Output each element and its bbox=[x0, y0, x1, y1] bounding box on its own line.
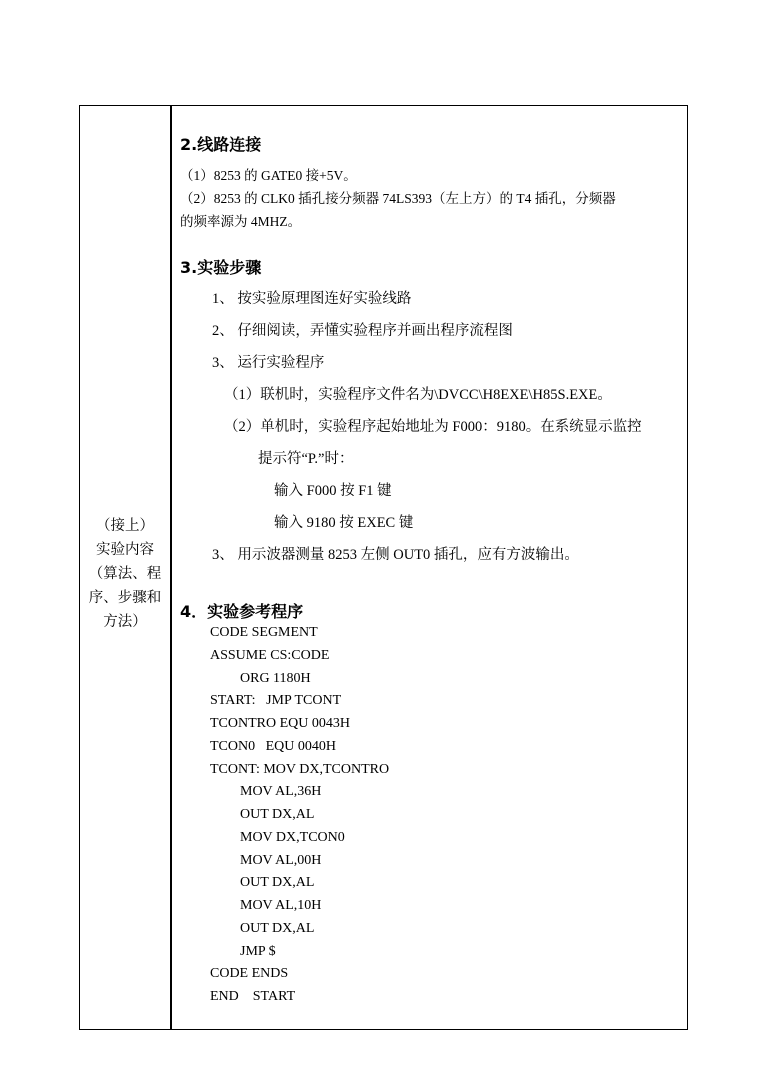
step-sub-item: （1）联机时，实验程序文件名为\DVCC\H8EXE\H85S.EXE。 bbox=[224, 387, 612, 403]
code-line: TCONT: MOV DX,TCONTRO bbox=[210, 761, 390, 777]
step-item: 3、 用示波器测量 8253 左侧 OUT0 插孔，应有方波输出。 bbox=[212, 547, 579, 563]
section-3-heading: 3.实验步骤 bbox=[180, 258, 262, 277]
code-line: ASSUME CS:CODE bbox=[210, 647, 330, 663]
content-cell bbox=[172, 106, 687, 1029]
code-line: TCON0 EQU 0040H bbox=[210, 738, 336, 754]
code-line: ORG 1180H bbox=[240, 670, 311, 686]
left-label-line: 实验内容 bbox=[96, 542, 154, 558]
section-2-line: （2）8253 的 CLK0 插孔接分频器 74LS393（左上方）的 T4 插孔，分频器 bbox=[180, 191, 616, 206]
step-sub-item-cont: 提示符“P.”时： bbox=[258, 451, 354, 467]
code-line: MOV AL,36H bbox=[240, 784, 322, 800]
section-2-line: 的频率源为 4MHZ。 bbox=[180, 214, 302, 229]
code-line: START: JMP TCONT bbox=[210, 693, 342, 709]
code-line: OUT DX,AL bbox=[240, 920, 315, 936]
input-instruction: 输入 9180 按 EXEC 键 bbox=[274, 515, 414, 531]
left-label-line: （算法、程 bbox=[88, 566, 162, 582]
step-sub-item: （2）单机时，实验程序起始地址为 F000：9180。在系统显示监控 bbox=[224, 419, 642, 435]
code-line: OUT DX,AL bbox=[240, 807, 315, 822]
left-label-line: （接上） bbox=[96, 518, 154, 534]
left-label-line: 方法） bbox=[103, 614, 147, 630]
code-line: MOV AL,00H bbox=[240, 852, 322, 868]
code-line: MOV DX,TCON0 bbox=[240, 829, 345, 845]
left-label-line: 序、步骤和 bbox=[88, 590, 162, 606]
experiment-table bbox=[79, 105, 688, 1030]
code-line: JMP $ bbox=[240, 943, 276, 959]
section-4-heading: 4．实验参考程序 bbox=[180, 602, 304, 621]
code-line: END START bbox=[210, 989, 296, 1004]
left-label bbox=[82, 514, 168, 634]
section-2-line: （1）8253 的 GATE0 接+5V。 bbox=[180, 168, 357, 183]
step-item: 3、 运行实验程序 bbox=[212, 355, 325, 371]
step-item: 1、 按实验原理图连好实验线路 bbox=[212, 291, 412, 307]
code-line: CODE ENDS bbox=[210, 966, 289, 982]
code-line: CODE SEGMENT bbox=[210, 625, 318, 640]
code-line: MOV AL,10H bbox=[240, 898, 322, 913]
code-line: TCONTRO EQU 0043H bbox=[210, 716, 350, 731]
left-label-cell bbox=[80, 106, 170, 1029]
section-2-heading: 2.线路连接 bbox=[180, 135, 262, 154]
step-item: 2、 仔细阅读，弄懂实验程序并画出程序流程图 bbox=[212, 323, 513, 339]
code-line: OUT DX,AL bbox=[240, 875, 315, 891]
input-instruction: 输入 F000 按 F1 键 bbox=[274, 483, 392, 499]
